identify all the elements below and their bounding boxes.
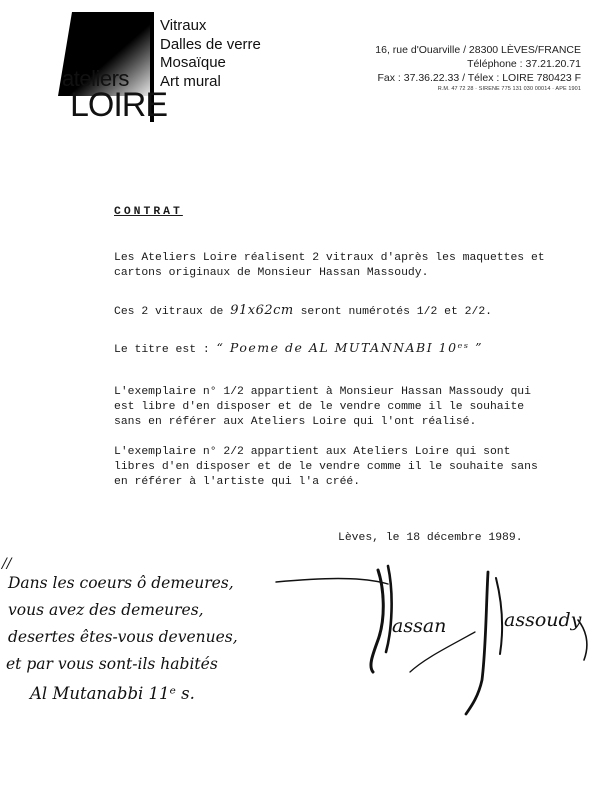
poem-attribution: Al Mutanabbi 11ᵉ s.: [30, 684, 195, 703]
paragraph-2-end: seront numérotés 1/2 et 2/2.: [300, 306, 492, 318]
contract-title: CONTRAT: [114, 206, 183, 218]
telephone: Téléphone : 37.21.20.71: [467, 58, 581, 70]
poem-line-1: Dans les coeurs ô demeures,: [8, 574, 234, 592]
signature-text-hassan: assan: [392, 615, 447, 637]
poem-line-4: et par vous sont-ils habités: [6, 655, 218, 673]
paragraph-2-start: Ces 2 vitraux de: [114, 306, 224, 318]
poem-mark: //: [2, 556, 12, 572]
paragraph-4-line-3: sans en référer aux Ateliers Loire qui l'ont réalisé.: [114, 416, 477, 428]
hassan-massoudy-signature: [260, 548, 595, 718]
paragraph-4-line-2: est libre d'en disposer et de le vendre comme il le souhaite: [114, 401, 525, 413]
poem-line-2: vous avez des demeures,: [8, 601, 204, 619]
handwritten-dimensions: 91x62cm: [230, 303, 294, 318]
paragraph-4-line-1: L'exemplaire n° 1/2 appartient à Monsieur Hassan Massoudy qui: [114, 386, 531, 398]
logo-text-ateliers: ateliers: [62, 66, 129, 91]
title-label: Le titre est :: [114, 344, 210, 356]
paragraph-5-line-2: libres d'en disposer et de le vendre comme il le souhaite sans: [114, 461, 538, 473]
contact-block: [375, 43, 581, 93]
services-list: [160, 17, 261, 91]
service-item: Dalles de verre: [160, 35, 261, 53]
paragraph-1-line-1: Les Ateliers Loire réalisent 2 vitraux d'après les maquettes et: [114, 252, 545, 264]
signature-text-massoudy: assoudy: [504, 609, 582, 631]
poem-line-3: desertes êtes-vous devenues,: [8, 628, 238, 646]
place-and-date: Lèves, le 18 décembre 1989.: [338, 532, 523, 544]
paragraph-1-line-2: cartons originaux de Monsieur Hassan Massoudy.: [114, 267, 429, 279]
service-item: Art mural: [160, 72, 221, 90]
service-item: Mosaïque: [160, 54, 226, 71]
paragraph-3: [114, 340, 483, 356]
paragraph-5-line-1: L'exemplaire n° 2/2 appartient aux Ateliers Loire qui sont: [114, 446, 511, 458]
address: 16, rue d'Ouarville / 28300 LÈVES/FRANCE: [375, 44, 581, 56]
paragraph-5-line-3: en référer à l'artiste qui l'a créé.: [114, 476, 361, 488]
service-item: Vitraux: [160, 17, 207, 34]
legal-registration: R.M. 47 72 28 · SIRENE 775 131 030 00014 · APE 1901: [437, 86, 581, 92]
fax-telex: Fax : 37.36.22.33 / Télex : LOIRE 780423 F: [377, 72, 581, 84]
paragraph-2: [114, 303, 492, 318]
handwritten-artwork-title: “ Poeme de AL MUTANNABI 10ᵉˢ ”: [216, 340, 483, 355]
logo-text-loire: LOIRE: [70, 86, 168, 124]
